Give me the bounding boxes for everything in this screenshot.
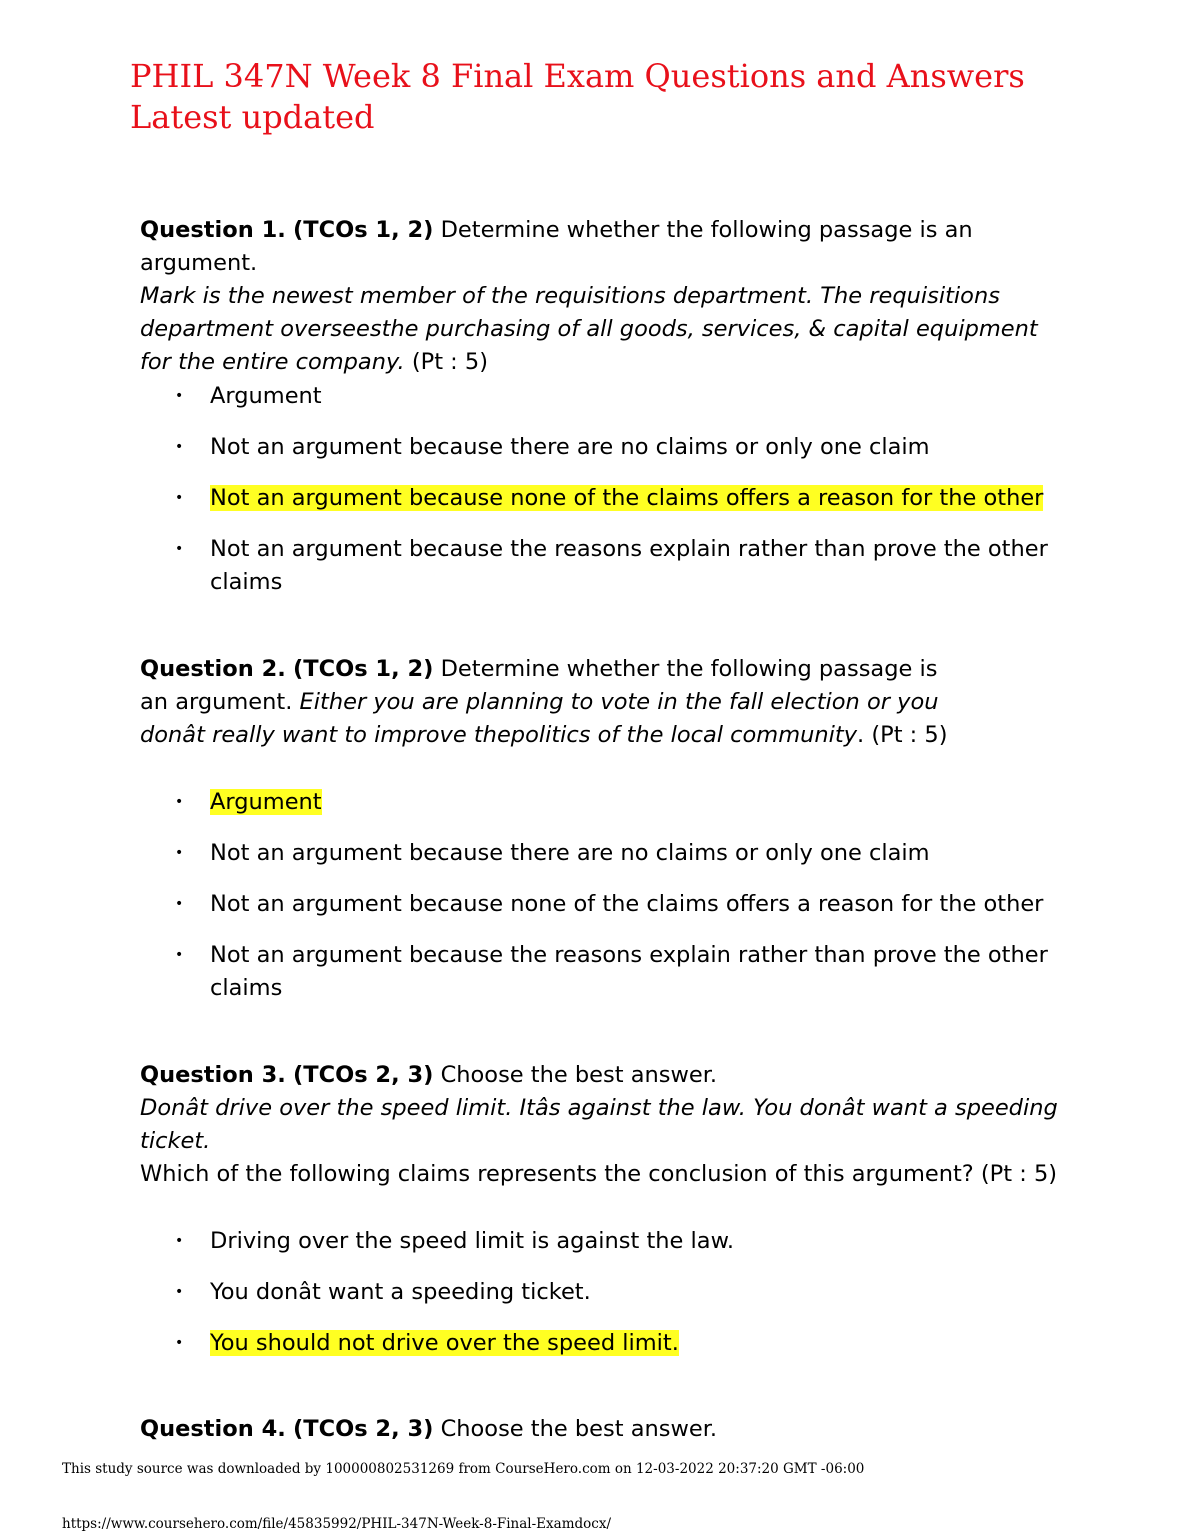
question-3-text bbox=[140, 1059, 1070, 1191]
bullet-icon: • bbox=[175, 439, 184, 455]
question-1-options bbox=[170, 380, 1070, 617]
question-2-text bbox=[140, 653, 970, 752]
option-label: Not an argument because the reasons explain rather than prove the other claims bbox=[210, 536, 1048, 595]
question-tcos: (TCOs 2, 3) bbox=[292, 1416, 434, 1442]
question-tcos: (TCOs 2, 3) bbox=[292, 1062, 434, 1088]
page-title: PHIL 347N Week 8 Final Exam Questions and Answers Latest updated bbox=[130, 57, 1025, 136]
answer-option-correct[interactable] bbox=[170, 1327, 1070, 1360]
question-prompt: Choose the best answer. bbox=[433, 1062, 718, 1088]
question-4-text bbox=[140, 1413, 1070, 1446]
bullet-icon: • bbox=[175, 388, 184, 404]
bullet-icon: • bbox=[175, 896, 184, 912]
question-prompt: Determine whether the following passage is an argument. bbox=[140, 656, 938, 715]
bullet-icon: • bbox=[175, 845, 184, 861]
option-label: Not an argument because the reasons explain rather than prove the other claims bbox=[210, 942, 1048, 1001]
question-points: (Pt : 5) bbox=[404, 349, 489, 375]
question-3-options bbox=[170, 1225, 1070, 1378]
bullet-icon: • bbox=[175, 1284, 184, 1300]
question-label: Question 4. bbox=[140, 1416, 286, 1442]
answer-option-correct[interactable] bbox=[170, 786, 1070, 819]
bullet-icon: • bbox=[175, 490, 184, 506]
source-url[interactable]: https://www.coursehero.com/file/45835992/PHIL-347N-Week-8-Final-Examdocx/ bbox=[62, 1516, 611, 1532]
question-tcos: (TCOs 1, 2) bbox=[292, 656, 434, 682]
option-label: Not an argument because there are no claims or only one claim bbox=[210, 434, 930, 460]
option-label: Not an argument because there are no claims or only one claim bbox=[210, 840, 930, 866]
answer-option[interactable] bbox=[170, 431, 1070, 464]
answer-option[interactable] bbox=[170, 888, 1070, 921]
option-label: Driving over the speed limit is against the law. bbox=[210, 1228, 735, 1254]
answer-option[interactable] bbox=[170, 533, 1070, 599]
answer-option[interactable] bbox=[170, 939, 1070, 1005]
option-label: Argument bbox=[210, 383, 322, 409]
bullet-icon: • bbox=[175, 1233, 184, 1249]
answer-option-correct[interactable] bbox=[170, 482, 1070, 515]
answer-option[interactable] bbox=[170, 380, 1070, 413]
option-label: You donât want a speeding ticket. bbox=[210, 1279, 591, 1305]
option-label: Not an argument because none of the claims offers a reason for the other bbox=[210, 891, 1044, 917]
answer-option[interactable] bbox=[170, 837, 1070, 870]
question-passage: Donât drive over the speed limit. Itâs against the law. You donât want a speeding ticket. bbox=[140, 1095, 1058, 1154]
question-1-text bbox=[140, 214, 1070, 379]
question-label: Question 3. bbox=[140, 1062, 286, 1088]
answer-option[interactable] bbox=[170, 1276, 1070, 1309]
question-label: Question 2. bbox=[140, 656, 286, 682]
download-note: This study source was downloaded by 100000802531269 from CourseHero.com on 12-03-2022 20:37:20 GMT -06:00 bbox=[62, 1461, 865, 1477]
question-prompt: Determine whether the following passage is an argument. bbox=[140, 217, 973, 276]
question-2-options bbox=[170, 786, 1070, 1023]
question-passage: Mark is the newest member of the requisitions department. The requisitions department overseesthe purchasing of all goods, services, & capital equipment for the entire company. bbox=[140, 283, 1038, 375]
answer-option[interactable] bbox=[170, 1225, 1070, 1258]
question-tcos: (TCOs 1, 2) bbox=[292, 217, 434, 243]
bullet-icon: • bbox=[175, 541, 184, 557]
option-label-highlighted: You should not drive over the speed limit. bbox=[210, 1330, 679, 1356]
question-label: Question 1. bbox=[140, 217, 286, 243]
option-label-highlighted: Argument bbox=[210, 789, 322, 815]
bullet-icon: • bbox=[175, 794, 184, 810]
bullet-icon: • bbox=[175, 947, 184, 963]
bullet-icon: • bbox=[175, 1335, 184, 1351]
question-followup: Which of the following claims represents the conclusion of this argument? (Pt : 5) bbox=[140, 1161, 1058, 1187]
question-points: . (Pt : 5) bbox=[857, 722, 948, 748]
question-passage: Either you are planning to vote in the fall election or you donât really want to improve thepolitics of the local community bbox=[140, 689, 939, 748]
question-prompt: Choose the best answer. bbox=[433, 1416, 718, 1442]
option-label-highlighted: Not an argument because none of the claims offers a reason for the other bbox=[210, 485, 1044, 511]
